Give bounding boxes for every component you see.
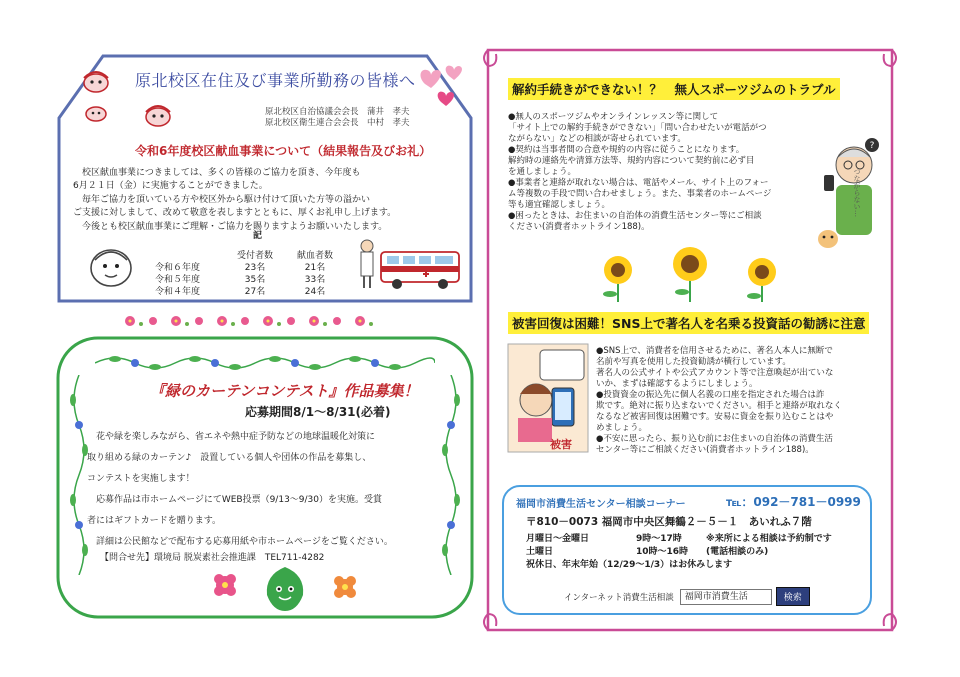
vine-decoration	[69, 375, 89, 575]
contest-title: 『緑のカーテンコンテスト』作品募集！	[150, 382, 419, 400]
hours-row: 土曜日 10時～16時 (電話相談のみ)	[526, 547, 769, 557]
leaf-mascot-icon	[205, 565, 365, 615]
search-button[interactable]: 検索	[776, 587, 810, 606]
gym-trouble-text	[508, 112, 808, 233]
gym-trouble-heading: 解約手続きができない！？ 無人スポーツジムのトラブル	[508, 78, 840, 100]
mascot-figure-icon	[83, 238, 139, 294]
paragraph-line: ム等複数の手段で問い合わせましょう。また、事業者のホームページ	[508, 189, 772, 199]
paragraph-line: 今後とも校区献血事業にご理解・ご協力を賜りますようお願いいたします。	[73, 221, 388, 232]
paragraph-line: 毎年ご協力を頂いている方や校区外から駆け付けて頂いた方等の溢かい	[73, 194, 371, 205]
paragraph-line: ●事業者と連絡が取れない場合は、電話やメール、サイト上のフォー	[508, 178, 769, 188]
heart-icon	[413, 60, 469, 110]
contest-period: 応募期間8/1～8/31(必着)	[245, 405, 391, 419]
phone-icon: ℡：	[726, 495, 754, 509]
holiday-note: 祝休日、年末年始（12/29～1/3）はお休みします	[526, 560, 733, 570]
paragraph-line: 詳細は公民館などで配布する応募用紙や市ホームページをご覧ください。	[87, 537, 393, 547]
sunflower-icon	[590, 246, 790, 302]
paragraph-line: 名前や写真を使用した投資勧誘が横行しています。	[596, 357, 791, 367]
paragraph-line: コンテストを実施します！	[87, 474, 195, 484]
svg-text:?: ?	[869, 141, 875, 151]
paragraph-line: 欺です。絶対に振り込まないでください。相手と連絡が取れなく	[596, 401, 842, 411]
paragraph-line: いか、まずは確認するようにしましょう。	[596, 379, 758, 389]
contest-contact: 【問合せ先】環境局 脱炭素社会推進課 TEL711-4282	[100, 553, 325, 563]
phone-number: 092－781－0999	[753, 495, 861, 509]
paragraph-line: 等も適宜確認しましょう。	[508, 200, 611, 210]
sns-scam-heading: 被害回復は困難！SNS上で著名人を名乗る投資話の勧誘に注意	[508, 312, 869, 334]
paragraph-line: ●困ったときは、お住まいの自治体の消費生活センター等にご相談	[508, 211, 762, 221]
hours-row: 月曜日～金曜日 9時～17時 ※来所による相談は予約制です	[526, 534, 832, 544]
paragraph-line: ご支援に対しまして、改めて敬意を表しますとともに、厚くお礼申し上げます。	[73, 208, 397, 219]
center-title: 福岡市消費生活センター相談コーナー	[516, 499, 686, 510]
paragraph-line: めましょう。	[596, 423, 648, 433]
paragraph-line: 取り組める緑のカーテン♪ 設置している個人や団体の作品を募集し、	[87, 453, 372, 463]
table-row: 令和５年度 35名 33名	[155, 275, 326, 285]
flower-divider	[120, 312, 380, 330]
signatory-line: 原北校区自治協議会会長 蒲井 孝夫	[265, 107, 410, 117]
mascot-icon	[141, 102, 175, 128]
blood-donation-notice	[55, 50, 475, 305]
paragraph-line: を通しましょう。	[508, 167, 577, 177]
consumer-center-panel	[480, 40, 900, 640]
notice-title: 原北校区在住及び事業所勤務の皆様へ	[135, 71, 416, 90]
search-label: インターネット消費生活相談	[564, 592, 674, 603]
vine-decoration	[95, 353, 435, 373]
paragraph-line: ●契約は当事者間の合意や規約の内容に従うことになります。	[508, 145, 745, 155]
center-hours	[526, 533, 832, 572]
sns-scam-text	[596, 346, 886, 456]
blood-bus-icon	[355, 236, 463, 294]
elderly-man-phone-icon	[810, 135, 890, 255]
paragraph-line: 花や緑を楽しみながら、省エネや熱中症予防などの地球温暖化対策に	[87, 432, 376, 442]
paragraph-line: ●SNS上で、消費者を信用させるために、著名人本人に無断で	[596, 346, 833, 356]
signatory-line: 原北校区衛生連合会会長 中村 孝夫	[265, 118, 410, 128]
paragraph-line: ●不安に思ったら、振り込む前にお住まいの自治体の消費生活	[596, 434, 833, 444]
ki-marker: 記	[253, 231, 263, 241]
scam-label: 被害	[550, 438, 572, 451]
paragraph-line: 解約時の連絡先や清算方法等、規約内容について契約前に必ず目	[508, 156, 755, 166]
table-row: 令和４年度 27名 24名	[155, 287, 326, 297]
table-row: 令和６年度 23名 21名	[155, 263, 326, 273]
contest-body	[87, 427, 467, 553]
consultation-box	[502, 485, 872, 615]
notice-body	[73, 167, 463, 234]
paragraph-line: ながらない」などの相談が寄せられています。	[508, 134, 686, 144]
internet-consult-search	[564, 587, 810, 606]
center-phone[interactable]	[726, 493, 861, 510]
paragraph-line: ください(消費者ホットライン188)。	[508, 222, 650, 232]
paragraph-line: 「サイト上での解約手続きができない」「問い合わせたいが電話がつ	[508, 123, 767, 133]
table-header: 受付者数 献血者数	[236, 251, 333, 261]
search-input[interactable]: 福岡市消費生活	[680, 589, 772, 605]
paragraph-line: 6月２１日（金）に実施することができました。	[73, 181, 268, 192]
mascot-icon	[79, 68, 113, 94]
paragraph-line: センター等にご相談ください(消費者ホットライン188)。	[596, 445, 814, 455]
mascot-icon	[81, 102, 111, 122]
donation-table	[155, 248, 345, 296]
paragraph-line: ●投資資金の振込先に個人名義の口座を指定された場合は詐	[596, 390, 825, 400]
paragraph-line: 応募作品は市ホームページにてWEB投票（9/13～9/30）を実施。受賞	[87, 495, 383, 505]
center-address: 〒810－0073 福岡市中央区舞鶴２－５－１ あいれふ７階	[526, 516, 812, 528]
paragraph-line: 者にはギフトカードを贈ります。	[87, 516, 222, 526]
paragraph-line: 著名人の公式サイトや公式アカウント等で注意喚起が出ていな	[596, 368, 834, 378]
paragraph-line: ●無人のスポーツジムやオンラインレッスン等に関して	[508, 112, 719, 122]
notice-subtitle: 令和6年度校区献血事業について（結果報告及びお礼）	[135, 144, 432, 158]
paragraph-line: なるなど被害回復は困難です。安易に資金を振り込むことはや	[596, 412, 834, 422]
sns-scam-illustration-icon	[506, 342, 590, 454]
green-curtain-contest	[55, 335, 475, 620]
paragraph-line: 校区献血事業につきましては、多くの皆様のご協力を頂き、今年度も	[73, 168, 361, 178]
speech-text: つながらない…	[853, 168, 861, 217]
